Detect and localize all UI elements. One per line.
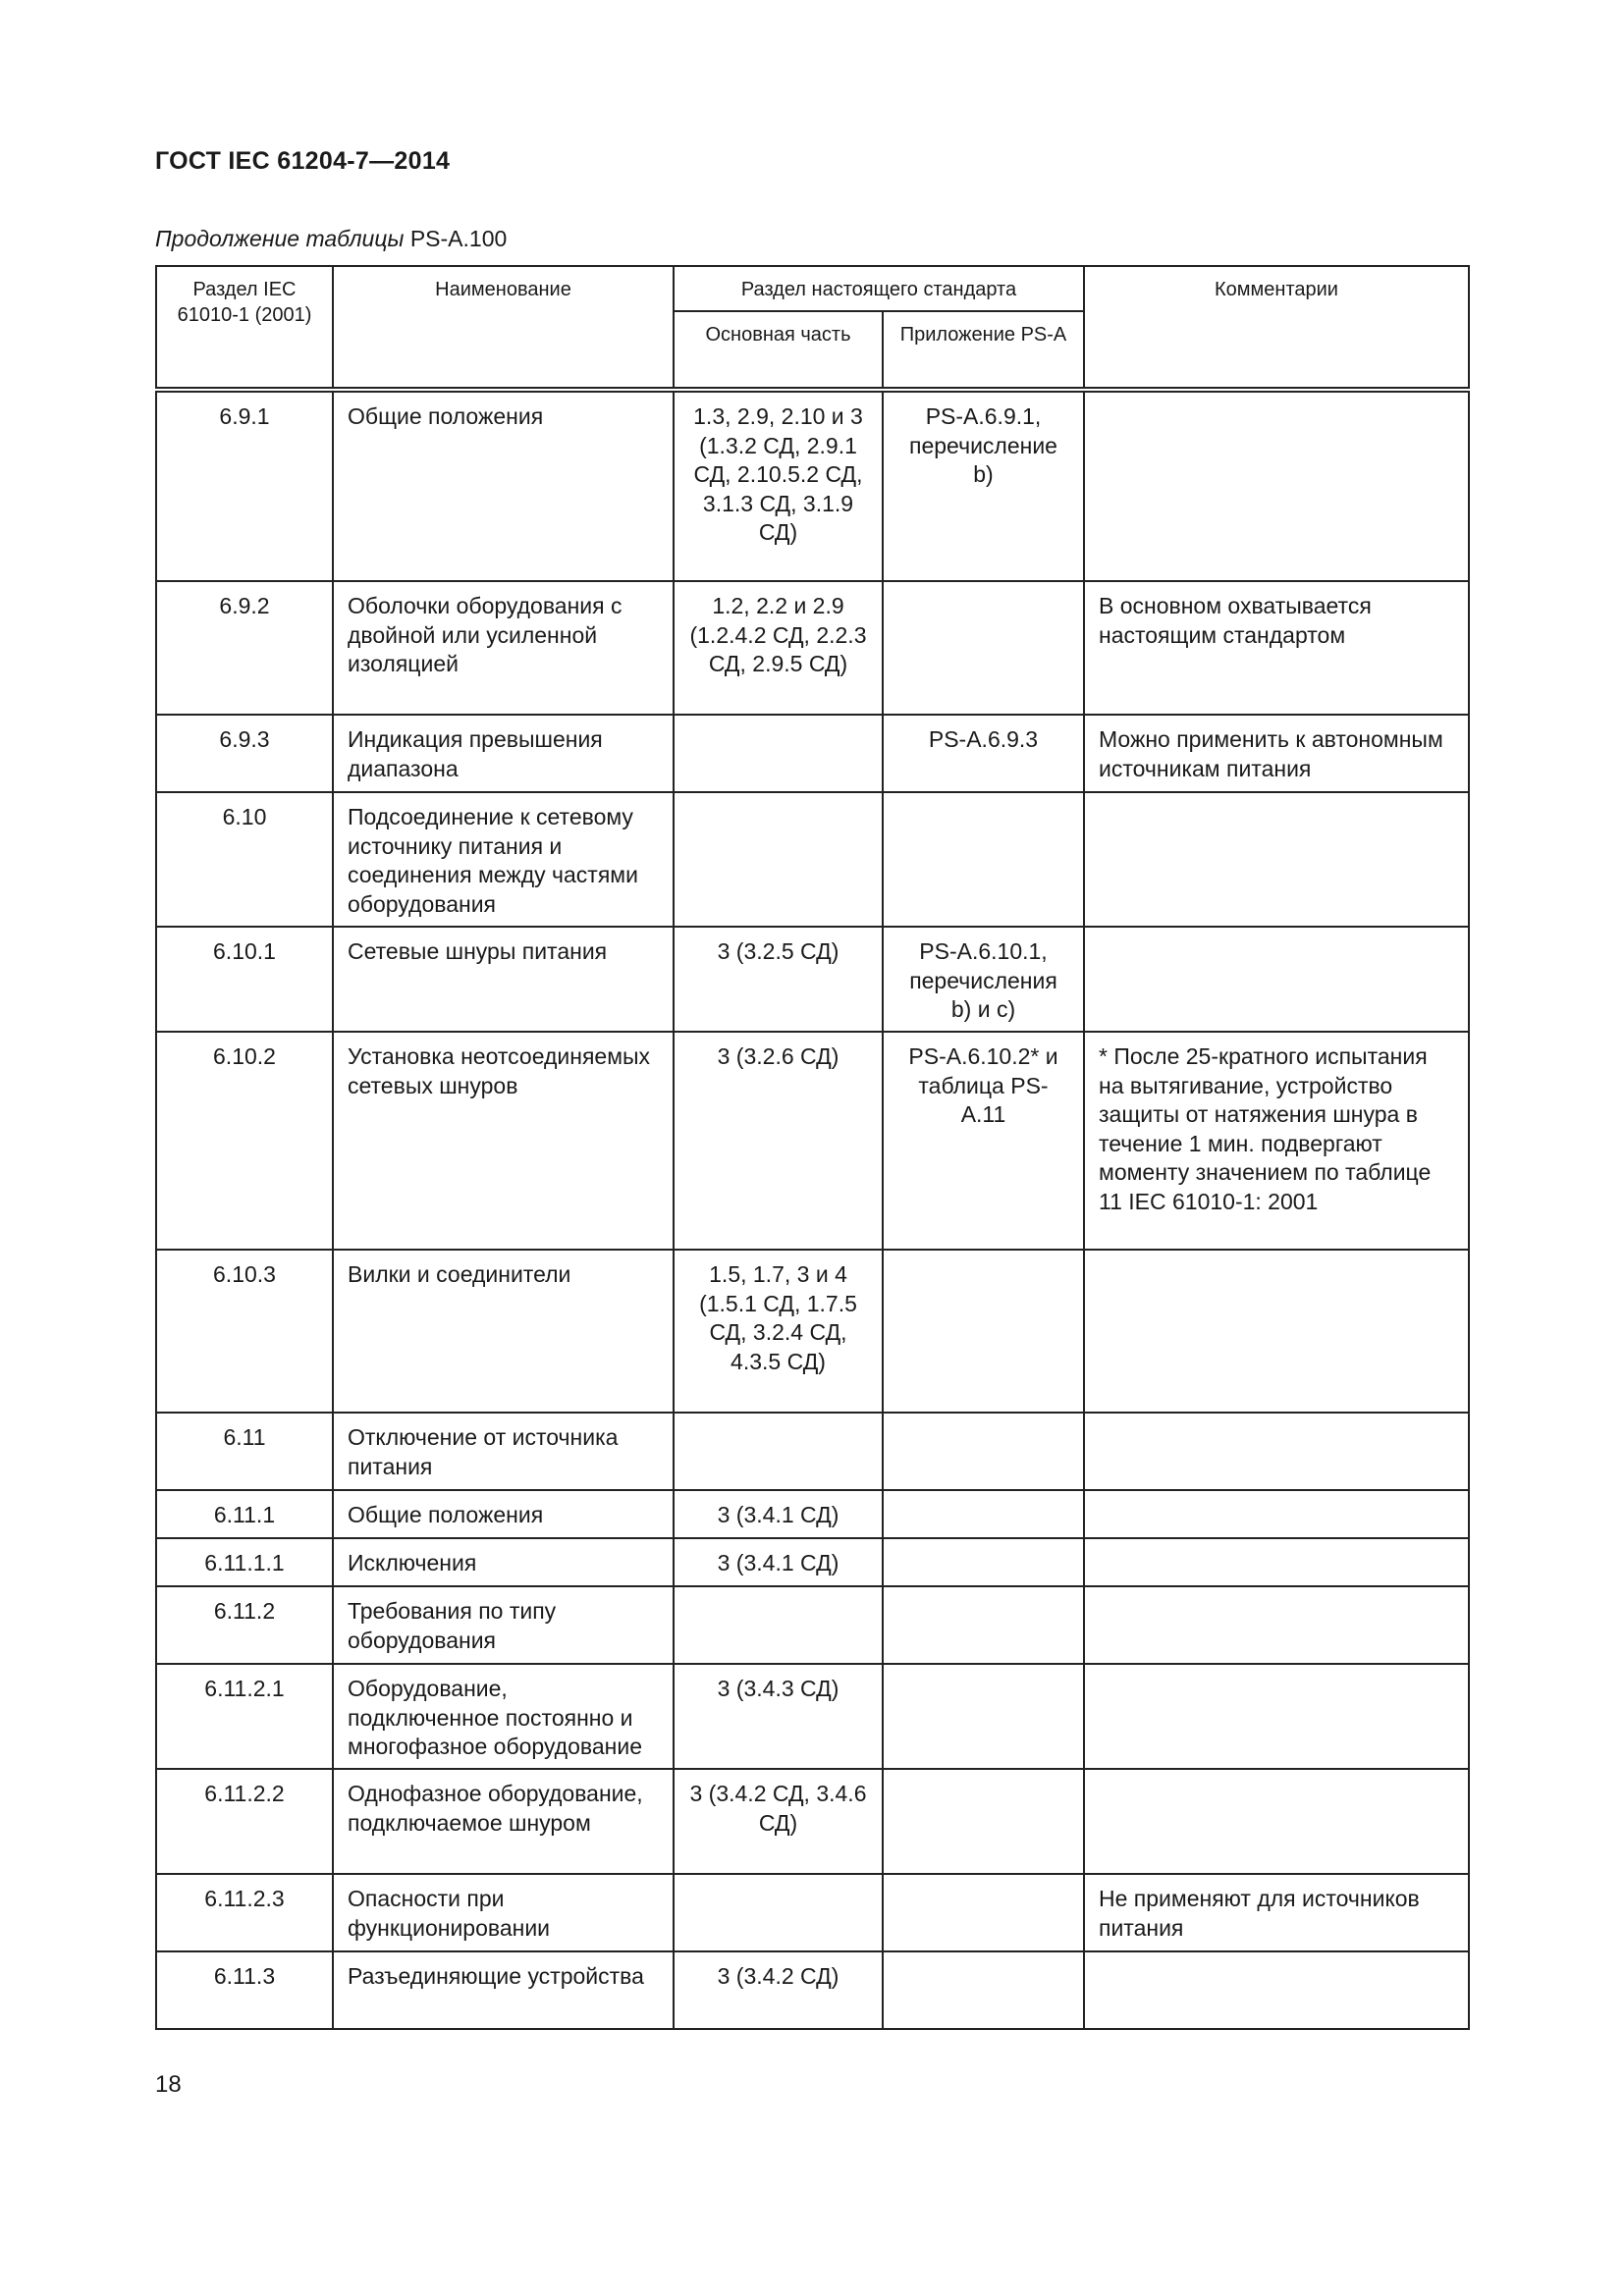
- cell-annex: [883, 581, 1084, 715]
- header-name: Наименование: [333, 266, 674, 390]
- cell-main: 1.3, 2.9, 2.10 и 3 (1.3.2 СД, 2.9.1 СД, 2.10.5.2 СД, 3.1.3 СД, 3.1.9 СД): [674, 390, 883, 581]
- cell-name: Общие положения: [333, 390, 674, 581]
- table-row: [156, 1874, 1469, 1951]
- cell-main: [674, 1586, 883, 1664]
- cell-section: 6.11.2.1: [156, 1664, 333, 1769]
- cell-name: Общие положения: [333, 1490, 674, 1538]
- document-header: ГОСТ IEC 61204-7—2014: [155, 147, 451, 175]
- table-row: [156, 1586, 1469, 1664]
- cell-comment: В основном охватывается настоящим стандартом: [1084, 581, 1469, 715]
- table-row: [156, 1664, 1469, 1769]
- cell-comment: [1084, 1586, 1469, 1664]
- cell-main: [674, 1413, 883, 1490]
- cell-annex: [883, 1664, 1084, 1769]
- cell-section: 6.10.2: [156, 1032, 333, 1250]
- cell-name: Однофазное оборудование, подключаемое шнуром: [333, 1769, 674, 1874]
- page-number: 18: [155, 2071, 182, 2098]
- cell-main: 1.2, 2.2 и 2.9 (1.2.4.2 СД, 2.2.3 СД, 2.9.5 СД): [674, 581, 883, 715]
- table-row: [156, 927, 1469, 1032]
- cell-main: 3 (3.4.1 СД): [674, 1490, 883, 1538]
- table-row: [156, 715, 1469, 792]
- cell-annex: [883, 1250, 1084, 1413]
- cell-name: Требования по типу оборудования: [333, 1586, 674, 1664]
- cell-annex: [883, 792, 1084, 927]
- table-row: [156, 581, 1469, 715]
- requirements-table: [155, 265, 1470, 2030]
- cell-main: 3 (3.4.2 СД, 3.4.6 СД): [674, 1769, 883, 1874]
- cell-section: 6.10.3: [156, 1250, 333, 1413]
- cell-annex: [883, 1769, 1084, 1874]
- header-standard-section: Раздел настоящего стандарта: [674, 266, 1084, 311]
- table-row: [156, 1032, 1469, 1250]
- table-row: [156, 1538, 1469, 1586]
- cell-main: [674, 715, 883, 792]
- cell-name: Установка неотсоединяемых сетевых шнуров: [333, 1032, 674, 1250]
- caption-table-id: PS-A.100: [409, 226, 508, 251]
- cell-comment: [1084, 1951, 1469, 2029]
- cell-annex: PS-A.6.10.1, перечисления b) и c): [883, 927, 1084, 1032]
- table-row: [156, 390, 1469, 581]
- cell-name: Оборудование, подключенное постоянно и многофазное оборудование: [333, 1664, 674, 1769]
- cell-comment: Можно применить к автономным источникам питания: [1084, 715, 1469, 792]
- cell-section: 6.9.3: [156, 715, 333, 792]
- cell-comment: * После 25-кратного испытания на вытягивание, устройство защиты от натяжения шнура в течение 1 мин. подвергают моменту значением по таблице 11 IEC 61010-1: 2001: [1084, 1032, 1469, 1250]
- cell-name: Индикация превышения диапазона: [333, 715, 674, 792]
- cell-name: Оболочки оборудования с двойной или усиленной изоляцией: [333, 581, 674, 715]
- cell-name: Подсоединение к сетевому источнику питания и соединения между частями оборудования: [333, 792, 674, 927]
- cell-comment: [1084, 1490, 1469, 1538]
- cell-comment: [1084, 1769, 1469, 1874]
- cell-annex: PS-A.6.9.3: [883, 715, 1084, 792]
- table-row: [156, 1413, 1469, 1490]
- header-annex: Приложение PS-A: [883, 311, 1084, 390]
- cell-name: Разъединяющие устройства: [333, 1951, 674, 2029]
- cell-name: Отключение от источника питания: [333, 1413, 674, 1490]
- cell-annex: [883, 1874, 1084, 1951]
- cell-section: 6.11: [156, 1413, 333, 1490]
- header-main-part: Основная часть: [674, 311, 883, 390]
- table-row: [156, 792, 1469, 927]
- table-row: [156, 1951, 1469, 2029]
- cell-main: 3 (3.4.3 СД): [674, 1664, 883, 1769]
- header-section: Раздел IEC 61010-1 (2001): [156, 266, 333, 390]
- header-comments: Комментарии: [1084, 266, 1469, 390]
- cell-annex: [883, 1413, 1084, 1490]
- table-row: [156, 1490, 1469, 1538]
- cell-name: Опасности при функционировании: [333, 1874, 674, 1951]
- cell-annex: [883, 1538, 1084, 1586]
- cell-comment: [1084, 1413, 1469, 1490]
- cell-annex: PS-A.6.10.2* и таблица PS-A.11: [883, 1032, 1084, 1250]
- cell-comment: [1084, 390, 1469, 581]
- cell-annex: [883, 1951, 1084, 2029]
- cell-main: 3 (3.2.5 СД): [674, 927, 883, 1032]
- cell-section: 6.9.1: [156, 390, 333, 581]
- cell-section: 6.11.2.3: [156, 1874, 333, 1951]
- cell-annex: [883, 1586, 1084, 1664]
- cell-name: Сетевые шнуры питания: [333, 927, 674, 1032]
- cell-comment: [1084, 1538, 1469, 1586]
- cell-annex: [883, 1490, 1084, 1538]
- cell-section: 6.11.1.1: [156, 1538, 333, 1586]
- cell-main: 3 (3.4.1 СД): [674, 1538, 883, 1586]
- table-row: [156, 1250, 1469, 1413]
- cell-main: 3 (3.2.6 СД): [674, 1032, 883, 1250]
- cell-section: 6.11.1: [156, 1490, 333, 1538]
- cell-main: [674, 1874, 883, 1951]
- cell-comment: Не применяют для источников питания: [1084, 1874, 1469, 1951]
- table-row: [156, 1769, 1469, 1874]
- cell-section: 6.10: [156, 792, 333, 927]
- cell-comment: [1084, 1664, 1469, 1769]
- cell-section: 6.10.1: [156, 927, 333, 1032]
- cell-section: 6.9.2: [156, 581, 333, 715]
- table-caption: [155, 226, 507, 252]
- cell-section: 6.11.2.2: [156, 1769, 333, 1874]
- cell-section: 6.11.3: [156, 1951, 333, 2029]
- caption-continuation: Продолжение таблицы: [155, 226, 405, 251]
- cell-comment: [1084, 1250, 1469, 1413]
- cell-main: 1.5, 1.7, 3 и 4 (1.5.1 СД, 1.7.5 СД, 3.2.4 СД, 4.3.5 СД): [674, 1250, 883, 1413]
- cell-annex: PS-A.6.9.1, перечисление b): [883, 390, 1084, 581]
- cell-comment: [1084, 792, 1469, 927]
- cell-main: 3 (3.4.2 СД): [674, 1951, 883, 2029]
- cell-main: [674, 792, 883, 927]
- cell-comment: [1084, 927, 1469, 1032]
- cell-section: 6.11.2: [156, 1586, 333, 1664]
- cell-name: Вилки и соединители: [333, 1250, 674, 1413]
- cell-name: Исключения: [333, 1538, 674, 1586]
